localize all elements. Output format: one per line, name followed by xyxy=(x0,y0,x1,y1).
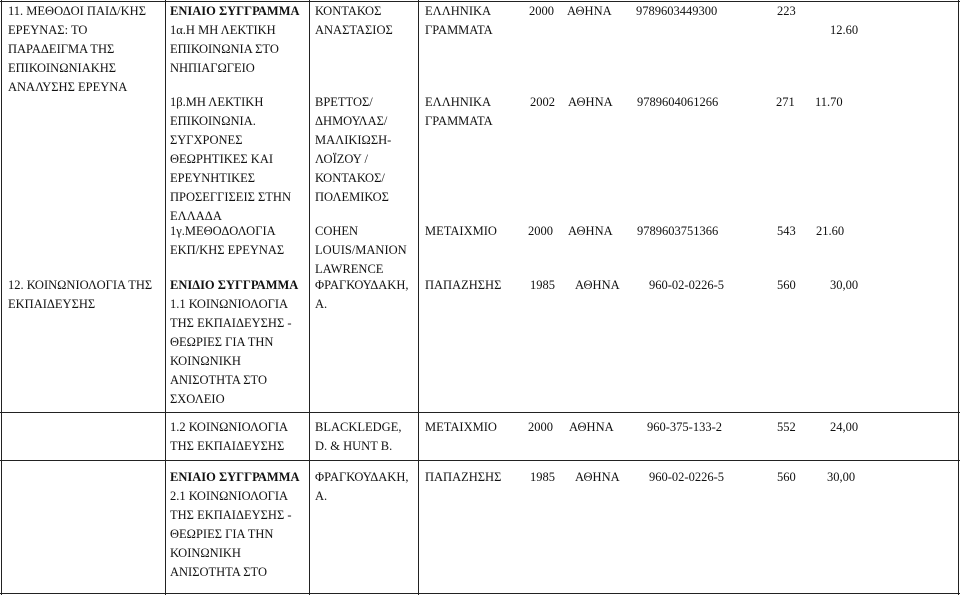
table-border xyxy=(958,0,959,595)
year: 2000 xyxy=(528,420,553,434)
price: 12.60 xyxy=(830,23,859,37)
pages: 560 xyxy=(777,278,796,292)
price: 21.60 xyxy=(816,224,845,238)
book-head: ΕΝΙΔΙΟ ΣΥΓΓΡΑΜΜΑ xyxy=(170,278,299,292)
year: 1985 xyxy=(530,470,555,484)
course-title: ΜΕΘΟΔΟΙ ΠΑΙΔ/ΚΗΣ ΕΡΕΥΝΑΣ: ΤΟ ΠΑΡΑΔΕΙΓΜΑ ΤΗΣ ΕΠΙΚΟΙΝΩΝΙΑΚΗΣ ΑΝΑΛΥΣΗΣ ΕΡΕΥΝΑ xyxy=(8,4,146,94)
isbn: 9789604061266 xyxy=(637,95,719,109)
isbn: 9789603751366 xyxy=(637,224,719,238)
price: 24,00 xyxy=(830,420,859,434)
isbn: 9789603449300 xyxy=(636,4,718,18)
isbn: 960-02-0226-5 xyxy=(649,278,724,292)
publisher: ΠΑΠΑΖΗΣΗΣ xyxy=(425,470,502,484)
row-divider xyxy=(0,412,960,413)
table-row xyxy=(170,468,302,582)
isbn: 960-375-133-2 xyxy=(647,420,722,434)
author: ΚΟΝΤΑΚΟΣ ΑΝΑΣΤΑΣΙΟΣ xyxy=(315,4,393,37)
author: ΦΡΑΓΚΟΥΔΑΚΗ, Α. xyxy=(315,278,409,311)
publisher: ΜΕΤΑΙΧΜΙΟ xyxy=(425,224,497,238)
pages: 543 xyxy=(777,224,796,238)
year: 1985 xyxy=(530,278,555,292)
table-row xyxy=(170,2,302,78)
isbn: 960-02-0226-5 xyxy=(649,470,724,484)
table-row xyxy=(170,276,302,409)
book-head: ΕΝΙΑΙΟ ΣΥΓΓΡΑΜΜΑ xyxy=(170,4,300,18)
author: BLACKLEDGE, D. & HUNT B. xyxy=(315,420,402,453)
table-row xyxy=(170,93,302,226)
price: 11.70 xyxy=(815,95,843,109)
publisher: ΕΛΛΗΝΙΚΑ ΓΡΑΜΜΑΤΑ xyxy=(425,95,493,128)
publisher: ΠΑΠΑΖΗΣΗΣ xyxy=(425,278,502,292)
price: 30,00 xyxy=(830,278,859,292)
book-title: 1.2 ΚΟΙΝΩΝΙΟΛΟΓΙΑ ΤΗΣ ΕΚΠΑΙΔΕΥΣΗΣ xyxy=(170,420,288,453)
course-code: 12. xyxy=(8,278,24,292)
row-divider xyxy=(0,593,960,594)
book-title: 2.1 ΚΟΙΝΩΝΙΟΛΟΓΙΑ ΤΗΣ ΕΚΠΑΙΔΕΥΣΗΣ - ΘΕΩΡΙΕΣ ΓΙΑ ΤΗΝ ΚΟΙΝΩΝΙΚΗ ΑΝΙΣΟΤΗΤΑ ΣΤΟ xyxy=(170,489,292,579)
course-12 xyxy=(8,276,160,314)
table-row xyxy=(170,418,302,456)
price: 30,00 xyxy=(827,470,856,484)
book-title: 1.1 ΚΟΙΝΩΝΙΟΛΟΓΙΑ ΤΗΣ ΕΚΠΑΙΔΕΥΣΗΣ - ΘΕΩΡΙΕΣ ΓΙΑ ΤΗΝ ΚΟΙΝΩΝΙΚΗ ΑΝΙΣΟΤΗΤΑ ΣΤΟ ΣΧΟΛΕΙΟ xyxy=(170,297,292,406)
course-11 xyxy=(8,2,160,97)
city: ΑΘΗΝΑ xyxy=(567,4,612,18)
publisher: ΕΛΛΗΝΙΚΑ ΓΡΑΜΜΑΤΑ xyxy=(425,4,493,37)
pages: 552 xyxy=(777,420,796,434)
city: ΑΘΗΝΑ xyxy=(568,224,613,238)
table-row xyxy=(170,222,302,260)
year: 2000 xyxy=(529,4,554,18)
pages: 271 xyxy=(776,95,795,109)
table-border xyxy=(1,0,2,595)
pages: 223 xyxy=(777,4,796,18)
book-head: ΕΝΙΑΙΟ ΣΥΓΓΡΑΜΜΑ xyxy=(170,470,300,484)
author: ΒΡΕΤΤΟΣ/ ΔΗΜΟΥΛΑΣ/ ΜΑΛΙΚΙΩΣΗ-ΛΟΪΖΟΥ /ΚΟΝΤΑΚΟΣ/ ΠΟΛΕΜΙΚΟΣ xyxy=(315,95,392,204)
column-divider xyxy=(418,0,419,595)
city: ΑΘΗΝΑ xyxy=(568,95,613,109)
course-code: 11. xyxy=(8,4,24,18)
city: ΑΘΗΝΑ xyxy=(575,278,620,292)
book-title: 1γ.ΜΕΘΟΔΟΛΟΓΙΑ ΕΚΠ/ΚΗΣ ΕΡΕΥΝΑΣ xyxy=(170,224,285,257)
pages: 560 xyxy=(777,470,796,484)
city: ΑΘΗΝΑ xyxy=(569,420,614,434)
book-title: 1β.ΜΗ ΛΕΚΤΙΚΗ ΕΠΙΚΟΙΝΩΝΙΑ. ΣΥΓΧΡΟΝΕΣ ΘΕΩΡΗΤΙΚΕΣ ΚΑΙ ΕΡΕΥΝΗΤΙΚΕΣ ΠΡΟΣΕΓΓΙΣΕΙΣ ΣΤΗΝ ΕΛΛΑΔΑ xyxy=(170,95,291,223)
year: 2002 xyxy=(530,95,555,109)
column-divider xyxy=(165,0,166,595)
city: ΑΘΗΝΑ xyxy=(575,470,620,484)
column-divider xyxy=(309,0,310,595)
publisher: ΜΕΤΑΙΧΜΙΟ xyxy=(425,420,497,434)
author: COHEN LOUIS/MANION LAWRENCE xyxy=(315,224,407,276)
course-title: ΚΟΙΝΩΝΙΟΛΟΓΙΑ ΤΗΣ ΕΚΠΑΙΔΕΥΣΗΣ xyxy=(8,278,153,311)
author: ΦΡΑΓΚΟΥΔΑΚΗ, Α. xyxy=(315,470,409,503)
year: 2000 xyxy=(528,224,553,238)
row-divider xyxy=(0,460,960,461)
book-title: 1α.Η ΜΗ ΛΕΚΤΙΚΗ ΕΠΙΚΟΙΝΩΝΙΑ ΣΤΟ ΝΗΠΙΑΓΩΓΕΙΟ xyxy=(170,23,279,75)
